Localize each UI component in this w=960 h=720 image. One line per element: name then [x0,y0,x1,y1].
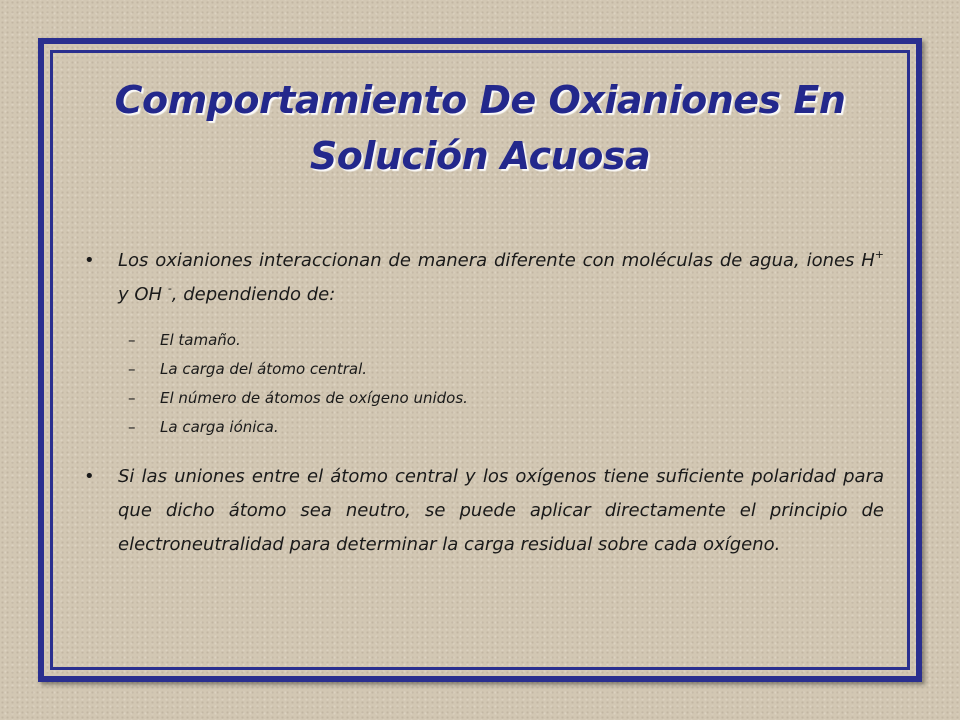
sub-item-text: El tamaño. [160,331,241,349]
slide-body [80,244,884,562]
bullet-1-superscript-minus: - [167,282,172,295]
dash-marker: – [128,331,136,349]
bullet-item-2 [80,460,884,562]
bullet-2-text: Si las uniones entre el átomo central y los oxígenos tiene suficiente polaridad para que dicho átomo sea neutro, se puede aplicar directamente el principio de electroneutralidad para determinar la carga residual sobre cada oxígeno. [118,466,884,555]
dash-marker: – [128,389,136,407]
slide-title [60,72,900,184]
slide-title-line-1: Comportamiento De Oxianiones En [114,78,846,122]
bullet-1-text-c: , dependiendo de: [171,284,336,305]
dash-marker: – [128,360,136,378]
sub-item-text: La carga iónica. [160,418,279,436]
bullet-1-text-a: Los oxianiones interaccionan de manera diferente con moléculas de agua, iones H [118,250,875,271]
bullet-marker: • [84,466,95,487]
sub-item-text: La carga del átomo central. [160,360,368,378]
sub-list-item [80,384,884,413]
sub-list-item [80,413,884,442]
dash-marker: – [128,418,136,436]
bullet-1-text-b: y OH [118,284,168,305]
bullet-marker: • [84,250,95,271]
sub-list-item [80,326,884,355]
sub-list [80,326,884,442]
sub-list-item [80,355,884,384]
slide-title-line-2: Solución Acuosa [309,134,651,178]
bullet-item-1 [80,244,884,312]
bullet-1-superscript-plus: + [874,248,884,261]
sub-item-text: El número de átomos de oxígeno unidos. [160,389,468,407]
